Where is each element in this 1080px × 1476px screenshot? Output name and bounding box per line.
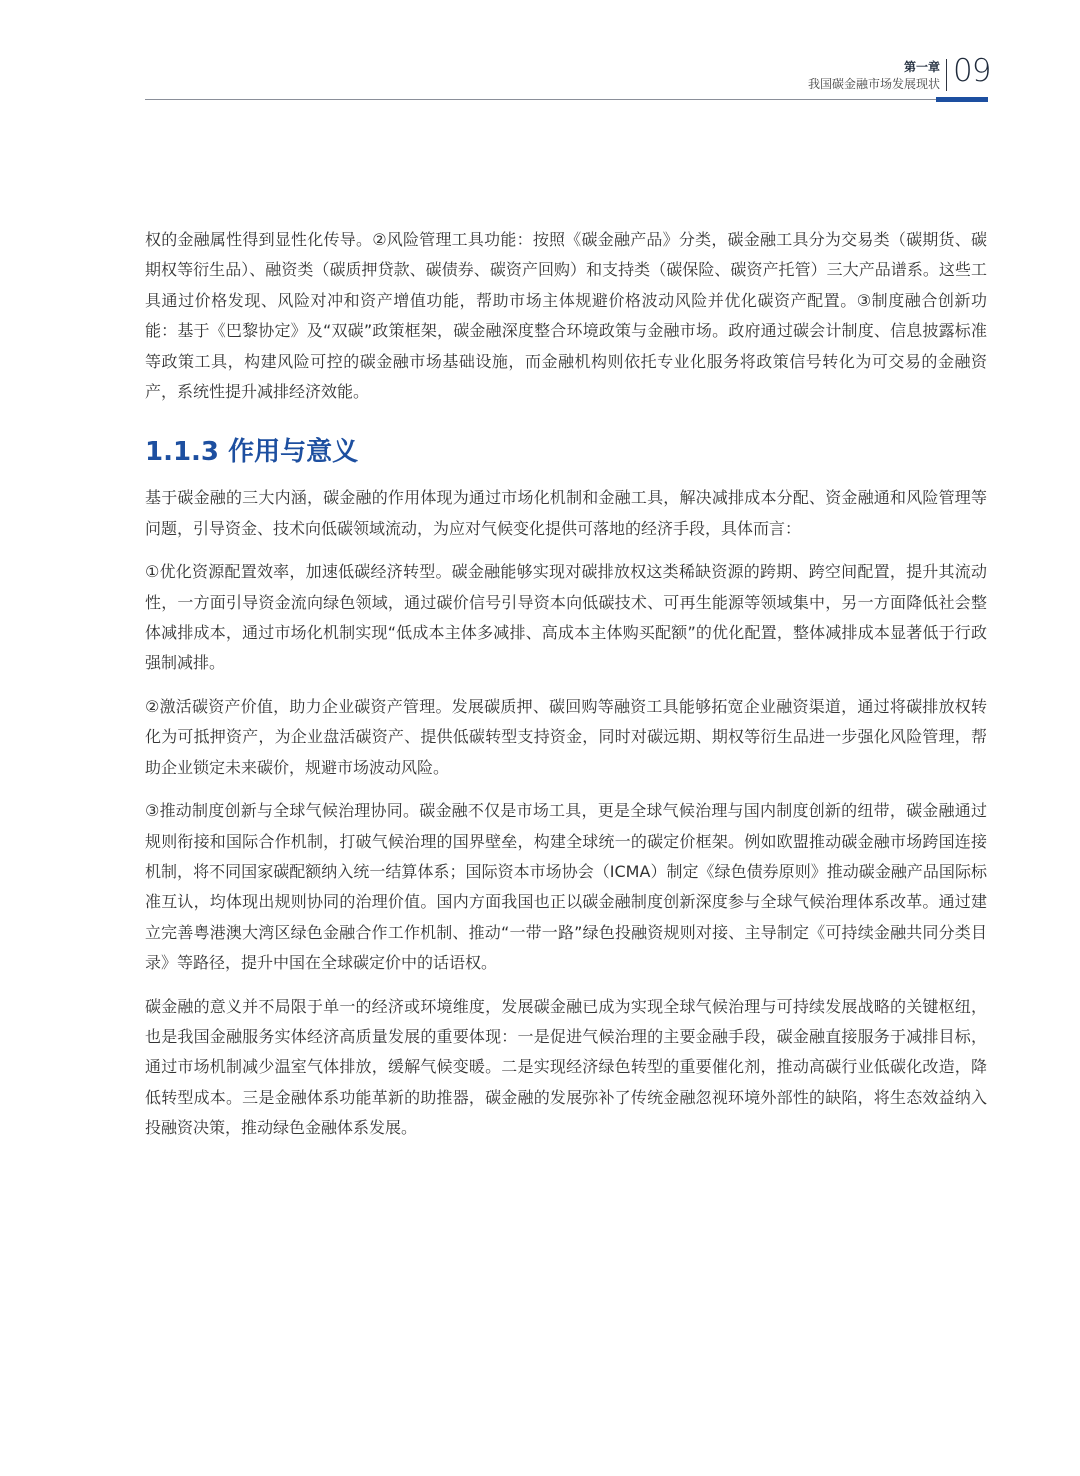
- page-number: 09: [953, 53, 991, 89]
- paragraph-overview: 基于碳金融的三大内涵，碳金融的作用体现为通过市场化机制和金融工具，解决减排成本分配、资金融通和风险管理等问题，引导资金、技术向低碳领域流动，为应对气候变化提供可落地的经济手段，具体而言：: [145, 488, 987, 538]
- page-header: [0, 0, 1080, 104]
- header-accent-bar: [936, 97, 988, 102]
- paragraph-point-3: ③推动制度创新与全球气候治理协同。碳金融不仅是市场工具，更是全球气候治理与国内制度创新的纽带，碳金融通过规则衔接和国际合作机制，打破气候治理的国界壁垒，构建全球统一的碳定价框架。例如欧盟推动碳金融市场跨国连接机制，将不同国家碳配额纳入统一结算体系；国际资本市场协会（ICMA）制定《绿色债券原则》推动碳金融产品国际标准互认，均体现出规则协同的治理价值。国内方面我国也正以碳金融制度创新深度参与全球气候治理体系改革。通过建立完善粤港澳大湾区绿色金融合作工作机制、推动“一带一路”绿色投融资规则对接、主导制定《可持续金融共同分类目录》等路径，提升中国在全球碳定价中的话语权。: [145, 801, 987, 973]
- chapter-label: 第一章: [903, 60, 940, 74]
- chapter-title: 我国碳金融市场发展现状: [807, 77, 940, 91]
- paragraph-point-1: ①优化资源配置效率，加速低碳经济转型。碳金融能够实现对碳排放权这类稀缺资源的跨期、跨空间配置，提升其流动性，一方面引导资金流向绿色领域，通过碳价信号引导资本向低碳技术、可再生能源等领域集中，另一方面降低社会整体减排成本，通过市场化机制实现“低成本主体多减排、高成本主体购买配额”的优化配置，整体减排成本显著低于行政强制减排。: [145, 562, 987, 673]
- header-rule: [145, 99, 987, 100]
- section-title: 1.1.3 作用与意义: [145, 437, 359, 468]
- page-content: [145, 225, 987, 1144]
- paragraph-significance: 碳金融的意义并不局限于单一的经济或环境维度，发展碳金融已成为实现全球气候治理与可持续发展战略的关键枢纽，也是我国金融服务实体经济高质量发展的重要体现：一是促进气候治理的主要金融手段，碳金融直接服务于减排目标，通过市场机制减少温室气体排放，缓解气候变暖。二是实现经济绿色转型的重要催化剂，推动高碳行业低碳化改造，降低转型成本。三是金融体系功能革新的助推器，碳金融的发展弥补了传统金融忽视环境外部性的缺陷，将生态效益纳入投融资决策，推动绿色金融体系发展。: [145, 996, 987, 1138]
- header-divider: [946, 59, 947, 91]
- intro-paragraph: 权的金融属性得到显性化传导。②风险管理工具功能：按照《碳金融产品》分类，碳金融工具分为交易类（碳期货、碳期权等衍生品）、融资类（碳质押贷款、碳债券、碳资产回购）和支持类（碳保险、碳资产托管）三大产品谱系。这些工具通过价格发现、风险对冲和资产增值功能，帮助市场主体规避价格波动风险并优化碳资产配置。③制度融合创新功能：基于《巴黎协定》及“双碳”政策框架，碳金融深度整合环境政策与金融市场。政府通过碳会计制度、信息披露标准等政策工具，构建风险可控的碳金融市场基础设施，而金融机构则依托专业化服务将政策信号转化为可交易的金融资产，系统性提升减排经济效能。: [145, 230, 987, 402]
- paragraph-point-2: ②激活碳资产价值，助力企业碳资产管理。发展碳质押、碳回购等融资工具能够拓宽企业融资渠道，通过将碳排放权转化为可抵押资产，为企业盘活碳资产、提供低碳转型支持资金，同时对碳远期、期权等衍生品进一步强化风险管理，帮助企业锁定未来碳价，规避市场波动风险。: [145, 696, 987, 777]
